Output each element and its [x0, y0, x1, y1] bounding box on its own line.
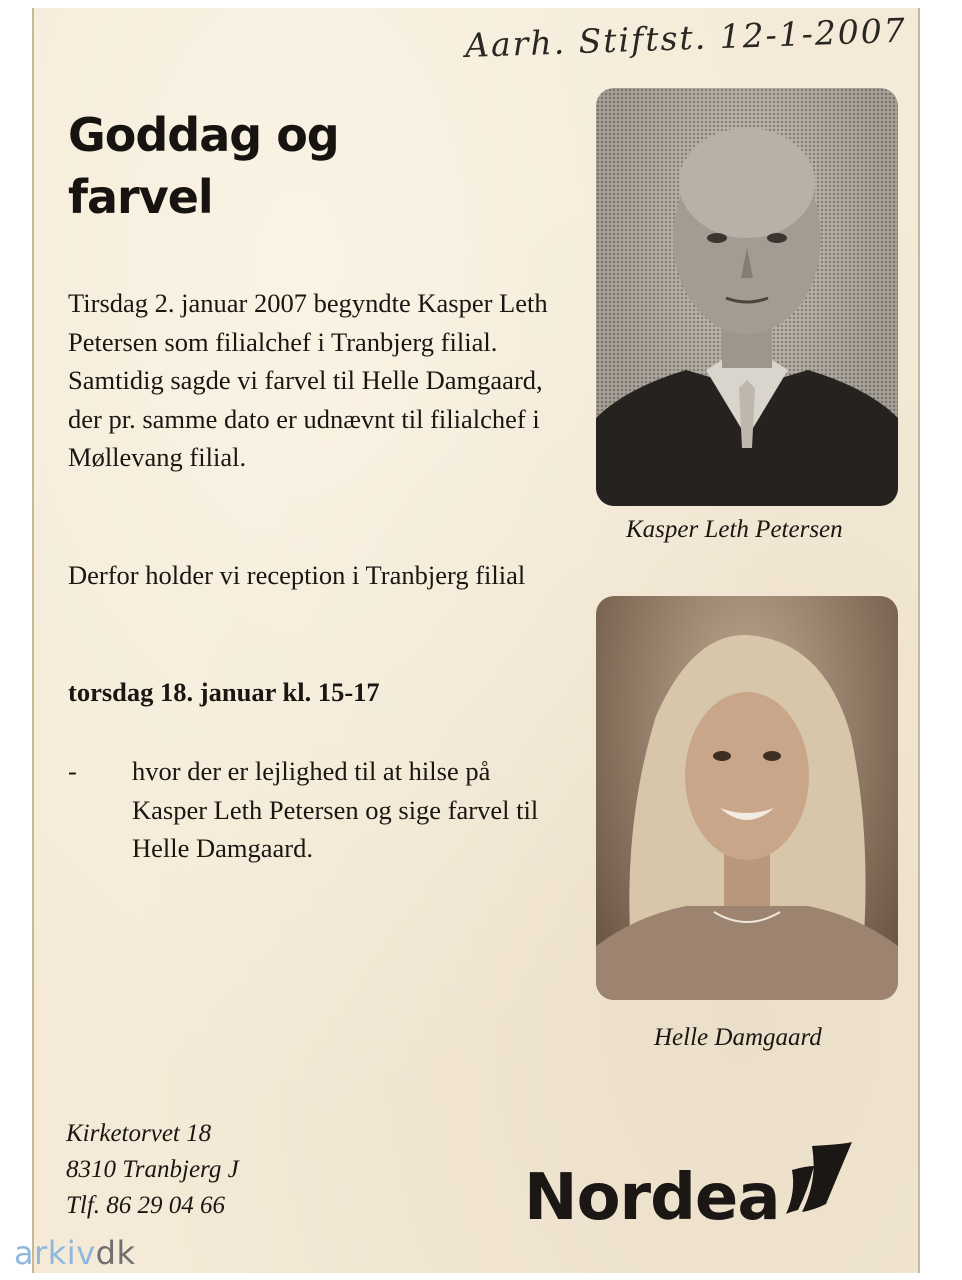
bullet-text: hvor der er lejlighed til at hilse på Kasper Leth Petersen og sige farvel til Helle Damgaard.: [132, 756, 539, 863]
address-phone: Tlf. 86 29 04 66: [66, 1192, 226, 1219]
nordea-logo: [524, 1140, 856, 1235]
portrait-woman-icon: [596, 596, 898, 1000]
photo-kasper-leth-petersen: [596, 88, 898, 506]
watermark-suffix: dk: [95, 1234, 136, 1272]
arkiv-watermark: [14, 1234, 135, 1272]
address-city: 8310 Tranbjerg J: [66, 1156, 239, 1183]
event-time: torsdag 18. januar kl. 15-17: [68, 677, 380, 707]
watermark-text: arkiv: [14, 1234, 96, 1272]
headline: Goddag og farvel: [68, 108, 339, 224]
portrait-man-icon: [596, 88, 898, 506]
body-paragraph-1: Tirsdag 2. januar 2007 begyndte Kasper Leth Petersen som filialchef i Tranbjerg filial. Samtidig sagde vi farvel til Helle Damgaard, der pr. samme dato er udnævnt til filialchef i Møllevang filial.: [68, 288, 548, 473]
address-street: Kirketorvet 18: [66, 1120, 212, 1147]
photo-caption-kasper: Kasper Leth Petersen: [626, 516, 843, 543]
sail-icon: [784, 1140, 856, 1220]
photo-helle-damgaard: [596, 596, 898, 1000]
address-block: [66, 1116, 346, 1224]
handwritten-date-note: Aarh. Stiftst. 12-1-2007: [464, 10, 908, 66]
body-paragraph-2: Derfor holder vi reception i Tranbjerg filial: [68, 560, 526, 590]
bullet-marker: -: [68, 756, 77, 786]
photo-caption-helle: Helle Damgaard: [654, 1024, 822, 1051]
logo-text: Nordea: [524, 1161, 780, 1235]
